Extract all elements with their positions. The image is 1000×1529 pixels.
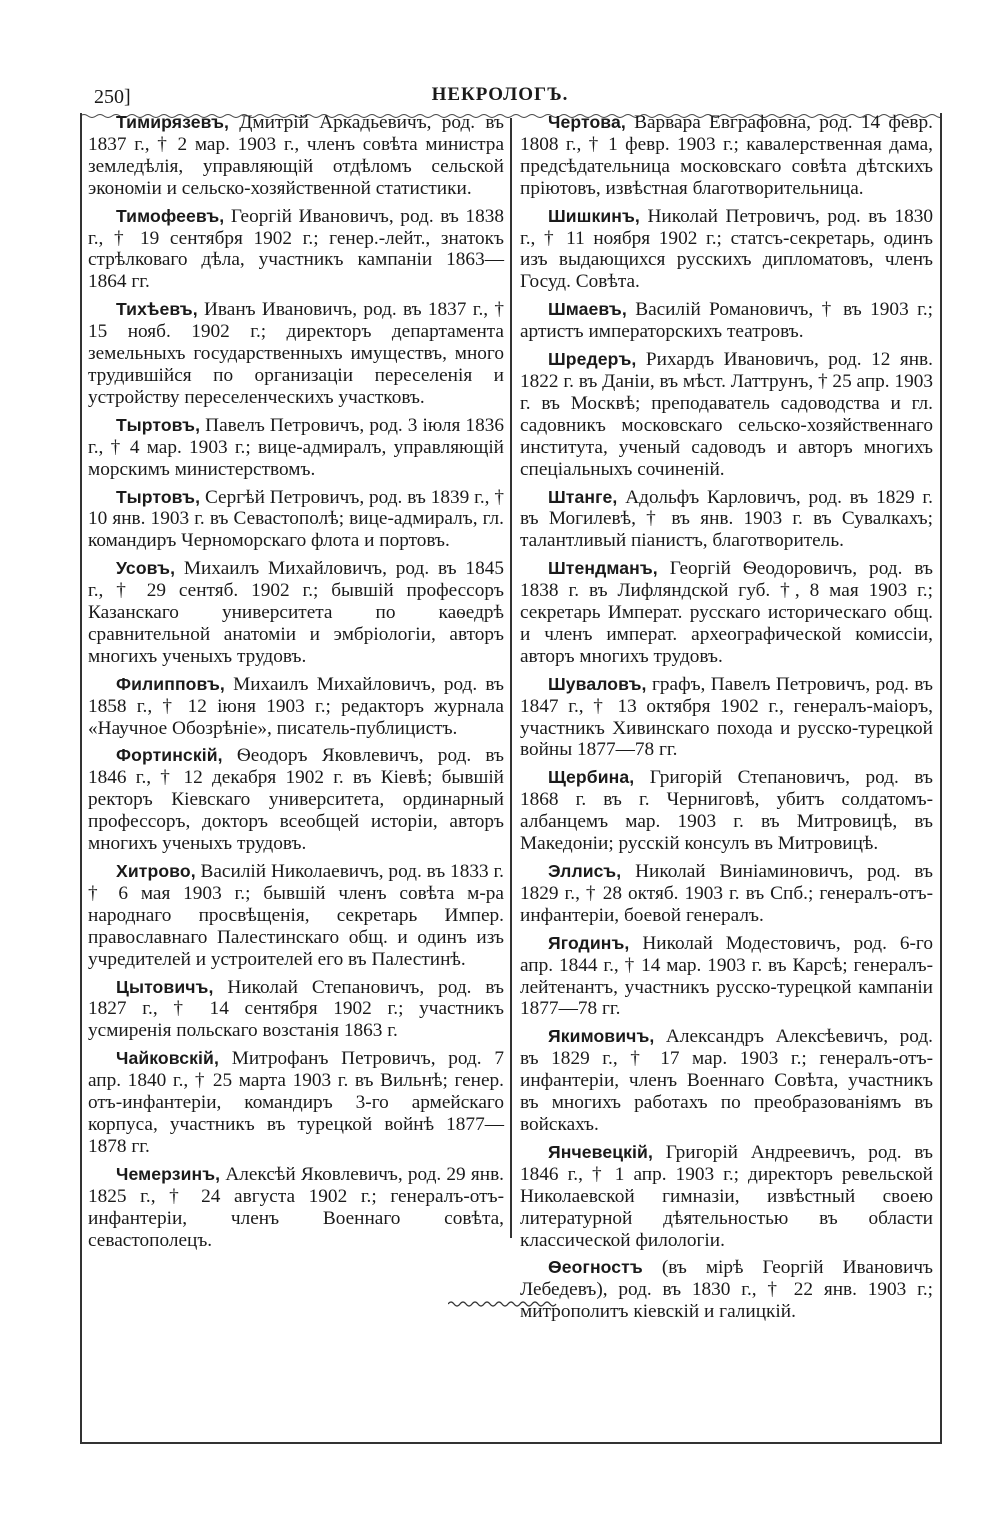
entry-name: Шишкинъ, [548, 205, 640, 226]
right-column [520, 112, 933, 1329]
entry-name: Штендманъ, [548, 558, 658, 579]
obituary-entry [520, 112, 933, 200]
entry-name: Хитрово, [116, 861, 196, 881]
entry-text: Михаилъ Михайловичъ, род. въ 1858 г., † 12 іюня 1903 г.; редакторъ журнала «Научное Обозрѣніе», писатель-публицистъ. [88, 673, 504, 739]
entry-name: Ягодинъ, [548, 932, 630, 953]
page-number: 250] [94, 86, 131, 108]
entry-text: Николай Петровичъ, род. въ 1830 г., † 11 ноября 1902 г.; статсъ-секретарь, одинъ изъ выдающихся русскихъ дипломатовъ, членъ Госуд. Совѣта. [520, 205, 933, 293]
entry-text: Дмитрій Аркадьевичъ, род. въ 1837 г., † 2 мар. 1903 г., членъ совѣта министра земледѣлія, управляющій отдѣломъ сельской экономіи и сельско-хозяйственной статистики. [88, 112, 504, 199]
obituary-entry [520, 487, 933, 553]
entry-name: Эллисъ, [548, 861, 622, 881]
obituary-entry [88, 1164, 504, 1252]
obituary-entry [520, 861, 933, 927]
entry-text: Варвара Евграфовна, род. 14 февр. 1808 г., † 1 февр. 1903 г.; кавалерственная дама, предсѣдательница московскаго совѣта дѣтскихъ пріютовъ, извѣстная благотворительница. [520, 112, 933, 199]
entry-text: Василій Николаевичъ, род. въ 1833 г. † 6 мая 1903 г.; бывшій членъ совѣта м-ра народнаго просвѣщенія, секретарь Импер. православнаго Палестинскаго общ. и одинъ изъ учредителей и устроителей его въ Палестинѣ. [88, 861, 504, 970]
running-title: НЕКРОЛОГЪ. [431, 84, 569, 105]
entry-text: Григорій Андреевичъ, род. въ 1846 г., † 1 апр. 1903 г.; директоръ ревельской Николаевской гимназіи, извѣстный своею литературной дѣятельностью въ области классической филологіи. [520, 1141, 933, 1251]
left-column [88, 112, 504, 1257]
frame-right-rule [940, 113, 942, 1443]
obituary-entry [88, 558, 504, 668]
obituary-entry [520, 1142, 933, 1252]
obituary-entry [88, 206, 504, 294]
obituary-entry [520, 933, 933, 1021]
entry-text: Иванъ Ивановичъ, род. въ 1837 г., † 15 нояб. 1902 г.; директоръ департамента земельныхъ государственныхъ имуществъ, много трудившійся по организаціи переселенія и устройству переселенческихъ участковъ. [88, 299, 504, 408]
entry-name: Янчевецкій, [548, 1141, 653, 1162]
obituary-entry [520, 299, 933, 343]
entry-text: Николай Виніаминовичъ, род. въ 1829 г., † 28 октяб. 1903 г. въ Спб.; генералъ-отъ-инфантеріи, боевой генералъ. [520, 861, 933, 926]
entry-text: Василій Романовичъ, † въ 1903 г.; артистъ императорскихъ театровъ. [520, 299, 933, 343]
obituary-entry [88, 674, 504, 740]
entry-text: Алексѣй Яковлевичъ, род. 29 янв. 1825 г., † 24 августа 1902 г.; генералъ-отъ-инфантеріи, членъ Военнаго совѣта, севастополецъ. [88, 1163, 504, 1251]
entry-text: Григорій Степановичъ, род. въ 1868 г. въ г. Черниговѣ, убитъ солдатомъ-албанцемъ мар. 1903 г. въ Митровицѣ, въ Македоніи; русскій консулъ въ Митровицѣ. [520, 767, 933, 855]
end-ornament [448, 1300, 558, 1308]
entry-text: Сергѣй Петровичъ, род. въ 1839 г., † 10 янв. 1903 г. въ Севастополѣ; вице-адмиралъ, гл. командиръ Черноморскаго флота и портовъ. [88, 486, 504, 552]
obituary-entry [520, 1026, 933, 1136]
entry-name: Чертова, [548, 112, 626, 132]
obituary-entry [88, 487, 504, 553]
entry-name: Цытовичъ, [116, 976, 214, 997]
entry-name: Щербина, [548, 767, 635, 788]
entry-text: Георгій Ѳеодоровичъ, род. въ 1838 г. въ Лифляндской губ. †, 8 мая 1903 г.; секретарь Императ. русскаго историческаго общ. и членъ императ. археографической комиссіи, авторъ многихъ трудовъ. [520, 558, 933, 667]
entry-name: Филипповъ, [116, 673, 225, 694]
entry-name: Штанге, [548, 486, 618, 507]
entry-name: Тыртовъ, [116, 486, 201, 507]
entry-text: (въ мірѣ Георгій Ивановичъ Лебедевъ), род. въ 1830 г., † 22 янв. 1903 г.; митрополитъ кіевскій и галицкій. [520, 1257, 933, 1323]
entry-name: Тимофеевъ, [116, 205, 225, 226]
entry-name: Якимовичъ, [548, 1026, 655, 1047]
entry-text: Митрофанъ Петровичъ, род. 7 апр. 1840 г., † 25 марта 1903 г. въ Вильнѣ; генер. отъ-инфантеріи, командиръ 3-го армейскаго корпуса, участникъ въ турецкой войнѣ 1877—1878 гг. [88, 1048, 504, 1157]
entry-text: Рихардъ Ивановичъ, род. 12 янв. 1822 г. въ Даніи, въ мѣст. Латтрунъ, † 25 апр. 1903 г. въ Москвѣ; преподаватель садоводства и гл. садовникъ московскаго сельско-хозяйственнаго института, ученый садоводъ и авторъ многихъ спеціальныхъ сочиненій. [520, 349, 933, 480]
entry-text: Адольфъ Карловичъ, род. въ 1829 г. въ Могилевѣ, † въ янв. 1903 г. въ Сувалкахъ; талантливый піанистъ, благотворитель. [520, 486, 933, 552]
entry-name: Тыртовъ, [116, 414, 201, 435]
entry-text: Павелъ Петровичъ, род. 3 іюля 1836 г., † 4 мар. 1903 г.; вице-адмиралъ, управляющій морскимъ министерствомъ. [88, 414, 504, 480]
obituary-entry [88, 745, 504, 855]
obituary-entry [88, 415, 504, 481]
entry-name: Фортинскій, [116, 745, 223, 766]
entry-name: Шредеръ, [548, 349, 637, 370]
obituary-entry [88, 112, 504, 200]
frame-left-rule [80, 113, 82, 1443]
entry-text: Ѳеодоръ Яковлевичъ, род. въ 1846 г., † 12 декабря 1902 г. въ Кіевѣ; бывшій ректоръ Кіевскаго университета, ординарный профессоръ, докторъ всеобщей исторіи, авторъ многихъ ученыхъ трудовъ. [88, 745, 504, 855]
entry-name: Тимирязевъ, [116, 112, 229, 132]
obituary-entry [520, 349, 933, 480]
entry-text: графъ, Павелъ Петровичъ, род. въ 1847 г., † 13 октября 1902 г., генералъ-маіоръ, участникъ Хивинскаго похода и русско-турецкой войны 1877—78 гг. [520, 673, 933, 761]
obituary-entry [520, 767, 933, 855]
obituary-entry [520, 1257, 933, 1323]
obituary-entry [520, 674, 933, 762]
entry-name: Ѳеогностъ [548, 1257, 643, 1278]
entry-text: Николай Степановичъ, род. въ 1827 г., † 14 сентября 1902 г.; участникъ усмиренія польскаго возстанія 1863 г. [88, 976, 504, 1042]
entry-name: Чайковскій, [116, 1048, 219, 1069]
obituary-entry [520, 558, 933, 668]
entry-name: Шмаевъ, [548, 299, 627, 320]
obituary-entry [88, 1048, 504, 1158]
entry-name: Чемерзинъ, [116, 1163, 221, 1184]
frame-bottom-rule [80, 1442, 942, 1444]
entry-name: Усовъ, [116, 558, 176, 579]
entry-text: Михаилъ Михайловичъ, род. въ 1845 г., † 29 сентяб. 1902 г.; бывшій профессоръ Казанскаго университета по каѳедрѣ сравнительной анатоміи и эмбріологіи, авторъ многихъ ученыхъ трудовъ. [88, 558, 504, 667]
obituary-entry [88, 977, 504, 1043]
obituary-entry [520, 206, 933, 294]
column-divider [510, 118, 512, 1238]
entry-name: Тихѣевъ, [116, 299, 198, 320]
entry-text: Георгій Ивановичъ, род. въ 1838 г., † 19 сентября 1902 г.; генер.-лейт., знатокъ стрѣлковаго дѣла, участникъ кампаніи 1863—1864 гг. [88, 205, 504, 293]
entry-text: Николай Модестовичъ, род. 6-го апр. 1844 г., † 14 мар. 1903 г. въ Карсѣ; генералъ-лейтенантъ, участникъ русско-турецкой кампаніи 1877—78 гг. [520, 932, 933, 1020]
obituary-entry [88, 299, 504, 409]
entry-name: Шуваловъ, [548, 673, 647, 694]
obituary-entry [88, 861, 504, 971]
entry-text: Александръ Алексѣевичъ, род. въ 1829 г., † 17 мар. 1903 г.; генералъ-отъ-инфантеріи, членъ Военнаго Совѣта, участникъ въ многихъ работахъ по преобразованіямъ въ войскахъ. [520, 1026, 933, 1135]
